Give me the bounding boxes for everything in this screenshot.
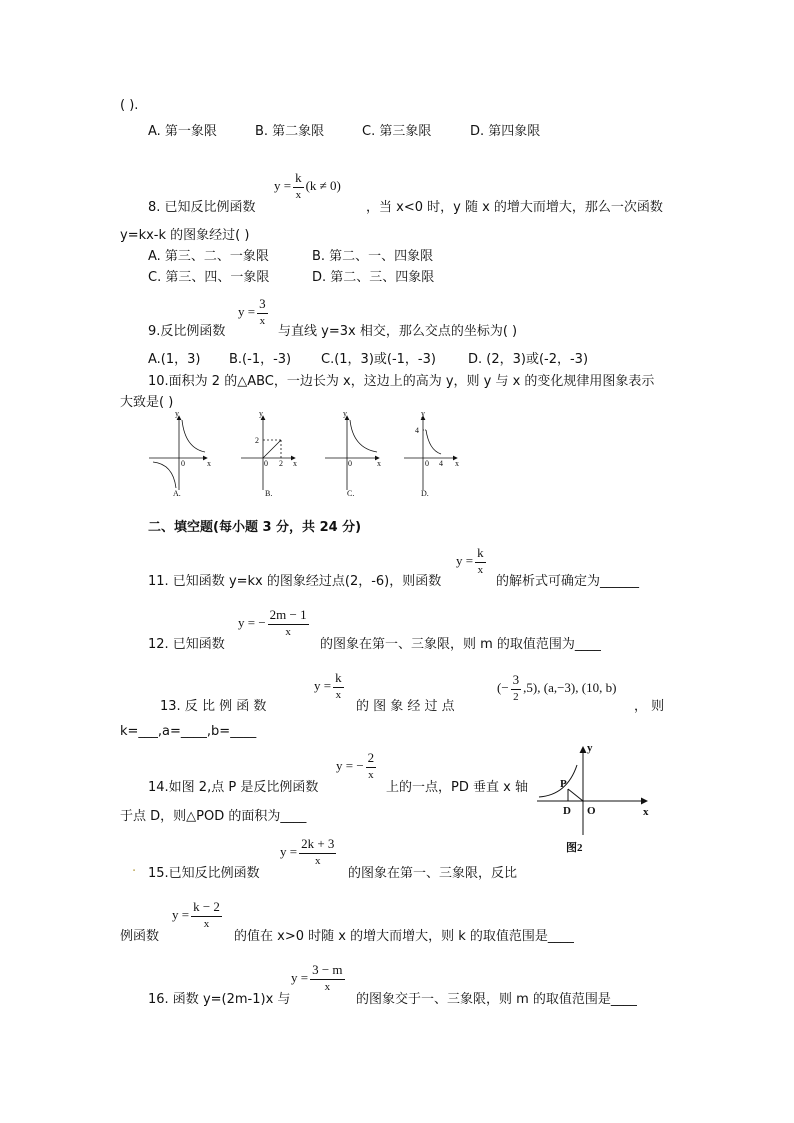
formula-lhs: y = − [238, 614, 266, 630]
q15-formula-2 [172, 899, 224, 930]
q13-prefix: 13. 反 比 例 函 数 [160, 699, 267, 714]
numerator: k [333, 670, 344, 688]
formula-lhs: y = [238, 303, 256, 319]
graph-d-x-mark: 4 [439, 459, 443, 468]
q8-option-c: C. 第三、四、一象限 [148, 270, 270, 285]
figure-2 [535, 735, 660, 857]
graph-d-letter: D. [421, 489, 429, 498]
graph-b-line [263, 440, 281, 458]
q16-suffix: 的图象交于一、三象限，则 m 的取值范围是____ [356, 992, 637, 1007]
q8-prefix: 8. 已知反比例函数 [148, 200, 256, 215]
q9-option-d: D. (2，3)或(-2，-3) [468, 352, 589, 367]
numerator: k − 2 [191, 899, 222, 917]
fig2-point-p: P [560, 778, 567, 790]
numerator: 3 − m [310, 962, 344, 980]
denominator: x [368, 769, 374, 781]
formula-lhs: y = [456, 552, 474, 568]
fraction [511, 672, 522, 703]
numerator: 2m − 1 [268, 607, 309, 625]
q13-formula [314, 670, 346, 701]
formula-lhs: y = [314, 677, 332, 693]
fig2-point-d: D [563, 805, 571, 817]
graph-c-origin: 0 [348, 459, 352, 468]
q7-option-b: B. 第二象限 [255, 124, 325, 139]
q15-suffix-1: 的图象在第一、三象限，反比 [348, 866, 518, 881]
graph-a-curve-2 [153, 462, 176, 488]
graph-b-x-mark: 2 [279, 459, 283, 468]
formula-lhs: y = [291, 969, 309, 985]
q8-formula [274, 170, 341, 201]
q9-prefix: 9.反比例函数 [148, 324, 226, 339]
graph-d-origin: 0 [425, 459, 429, 468]
q14-line2: 于点 D，则△POD 的面积为____ [120, 809, 307, 824]
q9-option-b: B.(-1，-3) [229, 352, 292, 367]
graph-b-letter: B. [265, 489, 273, 498]
q8-option-b: B. 第二、一、四象限 [312, 249, 434, 264]
fig2-po-segment [568, 789, 583, 801]
denominator: x [477, 564, 484, 576]
q15-line2-prefix: 例函数 [120, 929, 160, 944]
q11-suffix: 的解析式可确定为______ [496, 574, 640, 589]
graph-a-y-label: y [175, 409, 179, 418]
q12-prefix: 12. 已知函数 [148, 637, 225, 652]
graph-d-y-mark: 4 [415, 426, 419, 435]
q16-formula [291, 962, 347, 993]
q15-suffix-2: 的值在 x>0 时随 x 的增大而增大，则 k 的取值范围是____ [234, 929, 574, 944]
q9-formula [238, 296, 270, 327]
numerator: k [293, 170, 304, 188]
section-2-title: 二、填空题(每小题 3 分，共 24 分) [148, 520, 362, 535]
fraction [191, 899, 222, 930]
fraction [333, 670, 344, 701]
graph-b-origin: 0 [264, 459, 268, 468]
formula-lhs: y = − [336, 757, 364, 773]
denominator: x [315, 855, 321, 867]
q8-line2: y=kx-k 的图象经过( ) [120, 228, 250, 243]
numerator: 2k + 3 [299, 836, 336, 854]
graph-a-x-label: x [207, 459, 211, 468]
graph-b-y-mark: 2 [255, 436, 259, 445]
points-rest: ,5), (a,−3), (10, b) [523, 679, 617, 695]
q14-suffix: 上的一点，PD 垂直 x 轴 [386, 780, 528, 795]
numerator: 2 [366, 750, 377, 768]
q15-prefix: 15.已知反比例函数 [148, 866, 260, 881]
q7-option-a: A. 第一象限 [148, 124, 217, 139]
formula-lhs: y = [280, 843, 298, 859]
formula-lhs: y = [172, 906, 190, 922]
q13-points [497, 672, 616, 703]
numerator: 3 [257, 296, 268, 314]
numerator: 3 [511, 672, 522, 690]
fig2-caption: 图2 [566, 842, 583, 854]
q12-formula [238, 607, 311, 638]
q16-prefix: 16. 函数 y=(2m-1)x 与 [148, 992, 291, 1007]
graph-c-letter: C. [347, 489, 355, 498]
graph-a-origin: 0 [181, 459, 185, 468]
q10-line2: 大致是( ) [120, 395, 174, 410]
q13-comma: ， 则 [634, 699, 665, 714]
graph-c-y-label: y [343, 409, 347, 418]
q11-formula [456, 545, 488, 576]
denominator: x [295, 189, 302, 201]
numerator: k [475, 545, 486, 563]
graph-b-x-label: x [293, 459, 297, 468]
denominator: x [285, 626, 291, 638]
points-open: (− [497, 679, 509, 695]
q10-line1: 10.面积为 2 的△ABC，一边长为 x，这边上的高为 y，则 y 与 x 的变化规律用图象表示 [148, 374, 655, 389]
graph-a-letter: A. [173, 489, 181, 498]
q10-graphs [145, 408, 475, 500]
q12-suffix: 的图象在第一、三象限，则 m 的取值范围为____ [320, 637, 601, 652]
denominator: 2 [513, 691, 519, 703]
q8-option-d: D. 第二、三、四象限 [312, 270, 435, 285]
fraction [310, 962, 344, 993]
graph-b-y-label: y [259, 409, 263, 418]
q7-option-c: C. 第三象限 [362, 124, 432, 139]
fig2-y-label: y [587, 742, 593, 754]
q7-option-d: D. 第四象限 [470, 124, 541, 139]
denominator: x [259, 315, 266, 327]
fraction [257, 296, 268, 327]
graph-a-curve-1 [182, 420, 205, 452]
q7-paren: ( ). [120, 98, 139, 113]
q8-option-a: A. 第三、二、一象限 [148, 249, 269, 264]
q15-dot: . [132, 860, 137, 875]
denominator: x [203, 918, 210, 930]
graph-d-y-label: y [421, 409, 425, 418]
q13-middle: 的 图 象 经 过 点 [356, 699, 455, 714]
q9-option-a: A.(1，3) [148, 352, 201, 367]
q15-formula-1 [280, 836, 338, 867]
q9-suffix: 与直线 y=3x 相交，那么交点的坐标为( ) [278, 324, 518, 339]
fraction [268, 607, 309, 638]
graph-d-curve [426, 430, 441, 454]
graph-d-x-label: x [455, 459, 459, 468]
q8-suffix: ，当 x<0 时，y 随 x 的增大而增大，那么一次函数 [366, 200, 663, 215]
fig2-point-o: O [587, 805, 596, 817]
graph-c-curve [350, 420, 377, 452]
q9-option-c: C.(1，3)或(-1，-3) [321, 352, 436, 367]
q14-prefix: 14.如图 2,点 P 是反比例函数 [148, 780, 319, 795]
fraction [475, 545, 486, 576]
fraction [293, 170, 304, 201]
q11-prefix: 11. 已知函数 y=kx 的图象经过点(2，-6)，则函数 [148, 574, 442, 589]
fraction [366, 750, 377, 781]
fig2-x-label: x [643, 806, 649, 818]
fraction [299, 836, 336, 867]
graph-c-x-label: x [377, 459, 381, 468]
formula-condition: (k ≠ 0) [305, 177, 341, 193]
denominator: x [335, 689, 342, 701]
q13-line2: k=___,a=____,b=____ [120, 724, 257, 739]
denominator: x [324, 981, 331, 993]
formula-lhs: y = [274, 177, 292, 193]
q14-formula [336, 750, 378, 781]
